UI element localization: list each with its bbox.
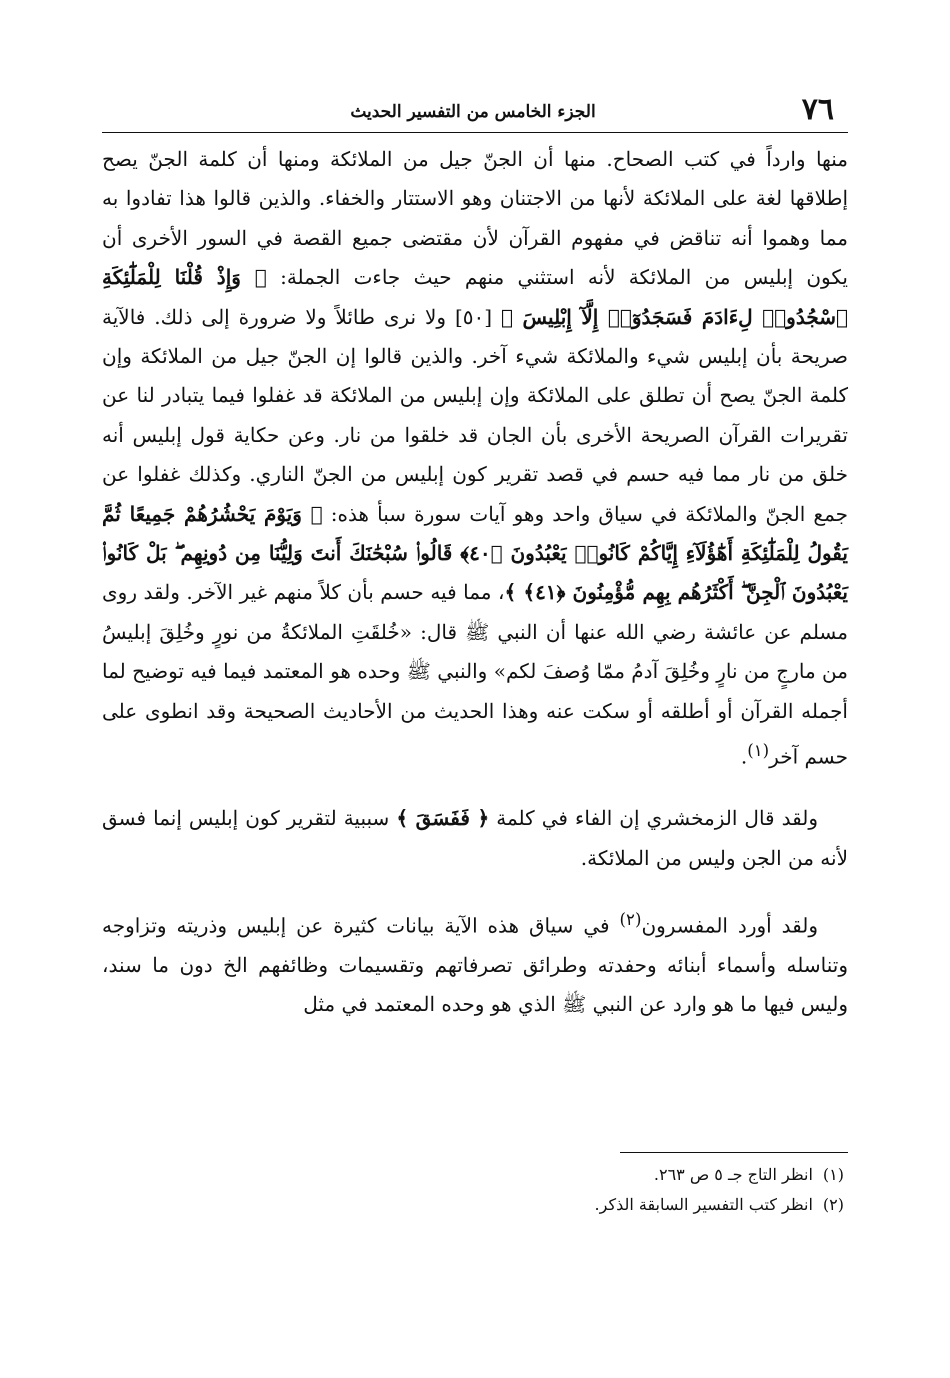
- running-title: الجزء الخامس من التفسير الحديث: [350, 102, 596, 122]
- paragraph-2: [102, 799, 848, 878]
- footnote-ref[interactable]: (٢): [619, 909, 642, 929]
- text-segment: في سياق هذه الآية بيانات كثيرة عن إبليس وذريته وتزاوجه وتناسله وأسماء أبنائه وحفدته وطرائق تصرفاتهم وتقسيمات وظائفهم الخ دون ما سند، وليس فيها ما هو وارد عن النبي ﷺ الذي هو وحده المعتمد في مثل: [102, 913, 848, 1017]
- paragraph-1: [102, 140, 848, 777]
- text-segment: منها وارداً في كتب الصحاح. منها أن الجنّ جيل من الملائكة ومنها أن كلمة الجنّ يصح إطلاقها لغة على الملائكة لأنها من الاجتنان وهو الاستتار والخفاء. والذين قالوا هذا تفادوا به مما وهموا أنه تناقض في مفهوم القرآن لأن مقتضى جميع القصة في السور الأخرى أن يكون إبليس من الملائكة لأنه استثني منهم حيث جاءت الجملة:: [102, 147, 848, 290]
- quran-verse: ﴿ وَيَوْمَ يَحْشُرُهُمْ جَمِيعًا ثُمَّ يَقُولُ لِلْمَلَٰٓئِكَةِ أَهَٰٓؤُلَآءِ إِيَّاكُمْ كَانُوا۟ يَعْبُدُونَ ﴿٤٠﴾ قَالُوا۟ سُبْحَٰنَكَ أَنتَ وَلِيُّنَا مِن دُونِهِم ۖ بَلْ كَانُوا۟ يَعْبُدُونَ ٱلْجِنَّ ۖ أَكْثَرُهُم بِهِم مُّؤْمِنُونَ ﴿٤١﴾ ﴾: [102, 501, 848, 605]
- footnote-number: (١): [822, 1165, 844, 1184]
- page-number: ٧٦: [801, 92, 834, 127]
- footnote-ref[interactable]: (١): [747, 741, 770, 761]
- footnote-number: (٢): [822, 1195, 844, 1214]
- text-segment: ولقد قال الزمخشري إن الفاء في كلمة: [489, 806, 818, 831]
- text-segment: ولقد أورد المفسرون: [641, 913, 818, 938]
- footnote-1: [102, 1160, 844, 1190]
- header-divider: [102, 132, 848, 133]
- text-segment: ، مما فيه حسم بأن كلاً منهم غير الآخر. ولقد روى مسلم عن عائشة رضي الله عنها أن النبي ﷺ قال: «خُلقَتِ الملائكةُ من نورٍ وخُلِقَ إبليسُ من مارجٍ من نارٍ وخُلِقَ آدمُ ممّا وُصفَ لكم» والنبي ﷺ وحده هو المعتمد فيما فيه توضيح لما أجمله القرآن أو أطلقه أو سكت عنه وهذا الحديث من الأحاديث الصحيحة وقد انطوى على حسم آخر: [102, 580, 848, 769]
- paragraph-3: [102, 900, 848, 1025]
- quran-verse: ﴿ وَإِذْ قُلْنَا لِلْمَلَٰٓئِكَةِ ٱسْجُدُوا۟ لِءَادَمَ فَسَجَدُوٓا۟ إِلَّآ إِبْلِيسَ ﴾: [102, 265, 848, 329]
- footnote-divider: [620, 1152, 848, 1153]
- footnote-2: [102, 1190, 844, 1220]
- page-header: [102, 92, 848, 128]
- text-segment: سببية لتقرير كون إبليس إنما فسق لأنه من الجن وليس من الملائكة.: [102, 806, 848, 870]
- text-segment: .: [740, 744, 748, 769]
- footnote-text: انظر التاج جـ ٥ ص ٢٦٣.: [653, 1165, 813, 1184]
- text-segment: [٥٠] ولا نرى طائلاً ولا ضرورة إلى ذلك. فالآية صريحة بأن إبليس شيء والملائكة شيء آخر. والذين قالوا إن الجنّ جيل من الملائكة وإن كلمة الجنّ يصح أن تطلق على الملائكة وإن إبليس من الملائكة قد غفلوا فيما يتبادر لنا عن تقريرات القرآن الصريحة الأخرى بأن الجان قد خلقوا من نار. وعن حكاية قول إبليس أنه خلق من نار مما فيه حسم في قصد تقرير كون إبليس من الجنّ الناري. وكذلك غفلوا عن جمع الجنّ والملائكة في سياق واحد وهو آيات سورة سبأ هذه:: [102, 304, 848, 526]
- quran-verse: ﴿ فَفَسَقَ ﴾: [396, 806, 490, 831]
- footnotes: [102, 1160, 848, 1220]
- body-text: [102, 140, 848, 1025]
- footnote-text: انظر كتب التفسير السابقة الذكر.: [594, 1195, 813, 1214]
